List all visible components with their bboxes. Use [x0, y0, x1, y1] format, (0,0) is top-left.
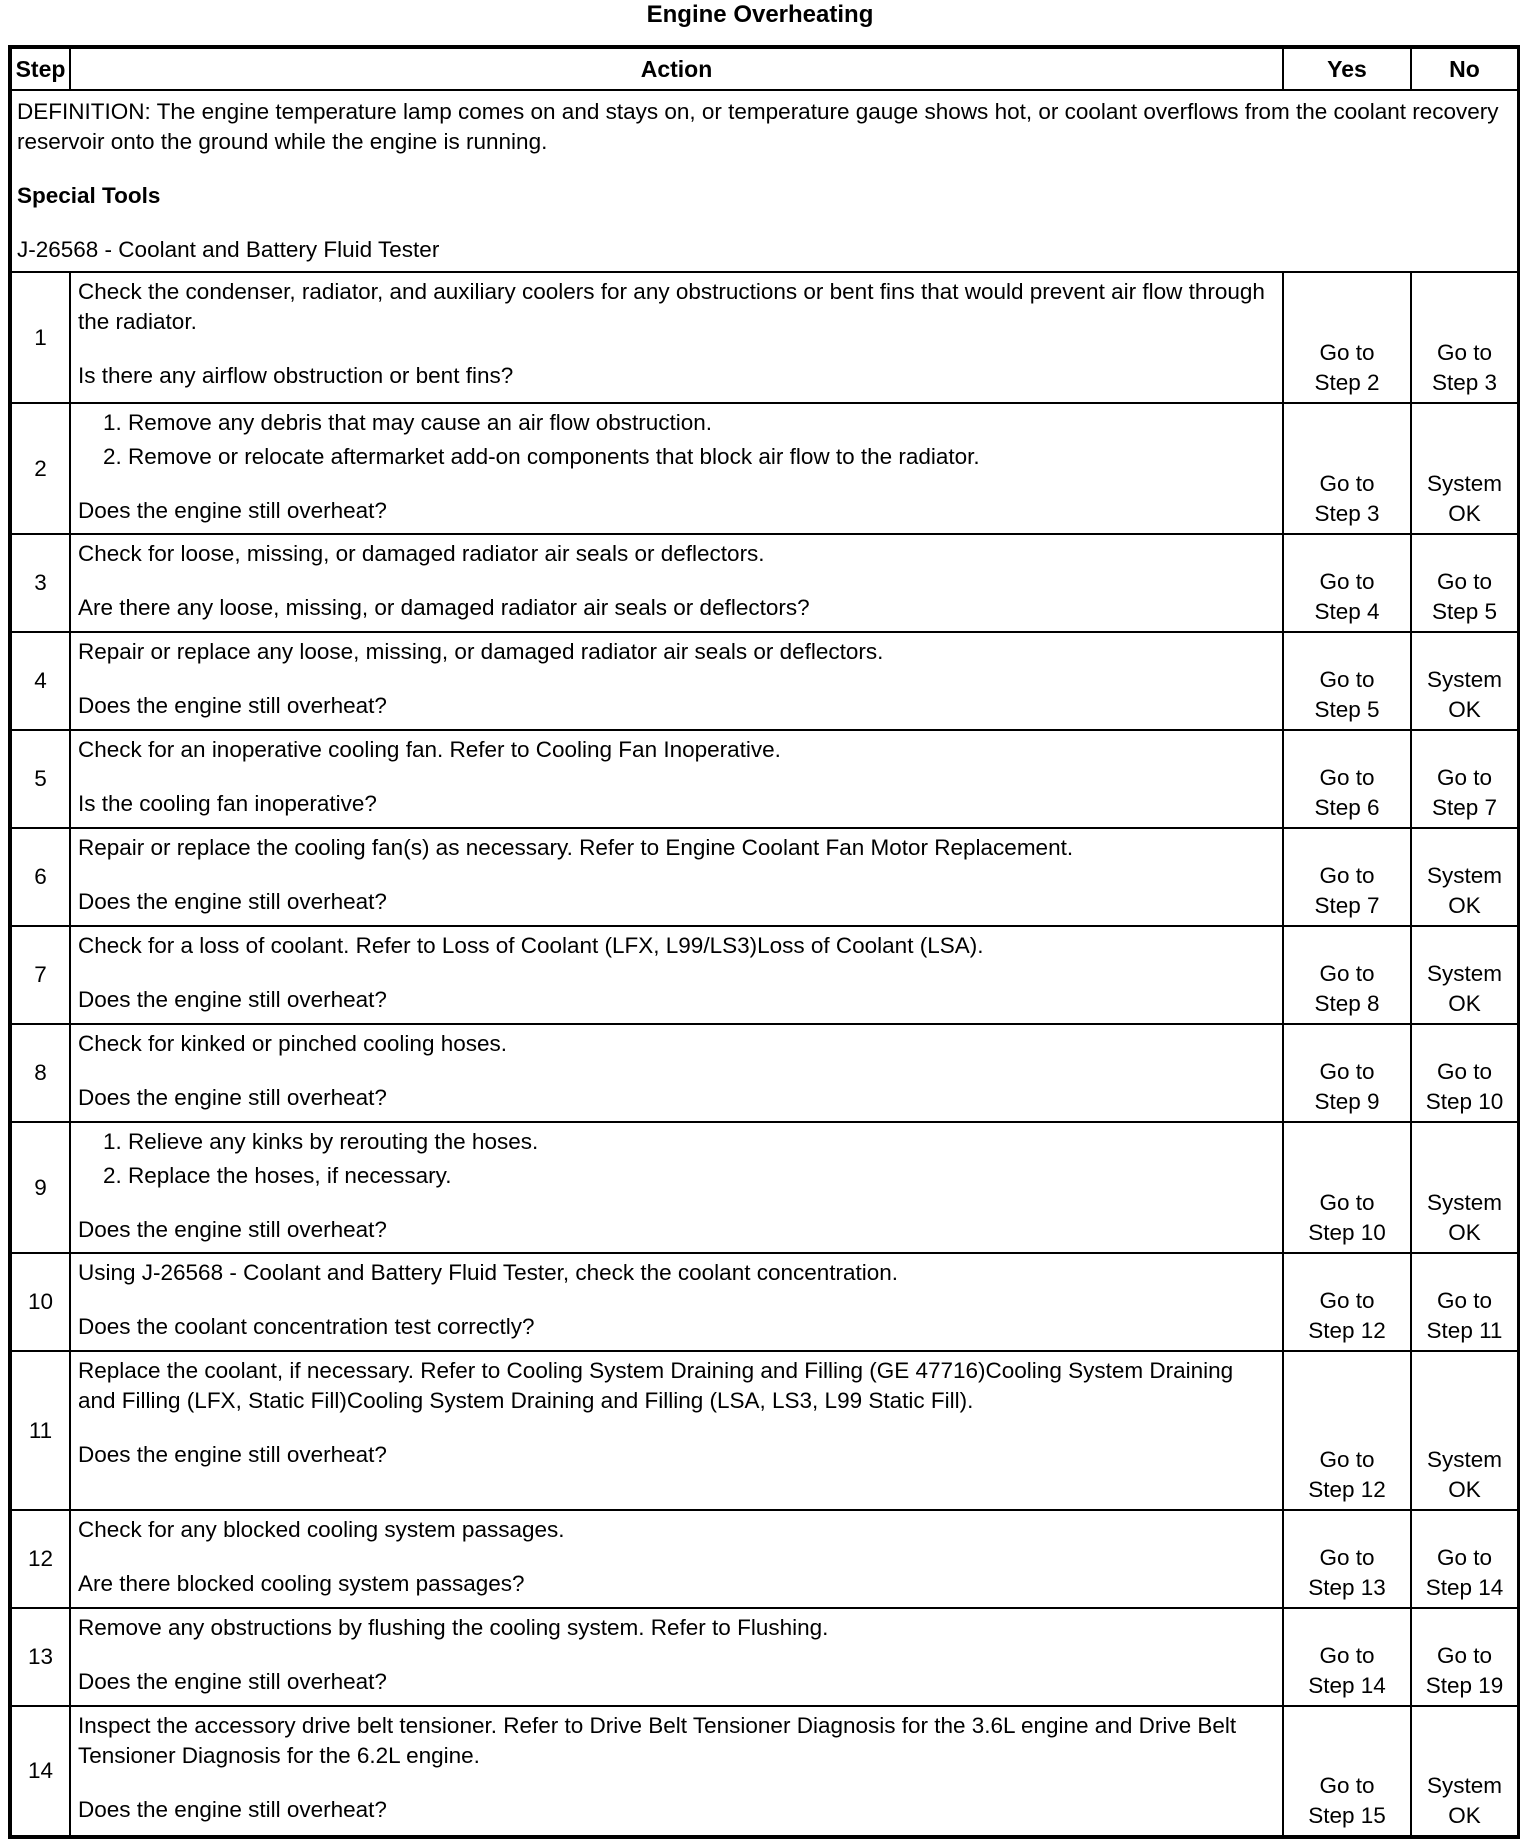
action-question: Is there any airflow obstruction or bent fins?	[78, 363, 514, 388]
no-result-line: System	[1426, 471, 1502, 496]
yes-result	[1283, 1510, 1411, 1608]
step-number: 7	[10, 926, 70, 1024]
no-result	[1411, 1253, 1519, 1351]
action-text: Check for a loss of coolant. Refer to Loss of Coolant (LFX, L99/LS3)Loss of Coolant (LSA).	[78, 933, 984, 958]
action-text: Replace the coolant, if necessary. Refer to Cooling System Draining and Filling (GE 47716)Cooling System Draining and Filling (LFX, Static Fill)Cooling System Draining and Filling (LSA, LS3, L99 Static Fill).	[78, 1358, 1234, 1413]
no-result	[1411, 272, 1519, 403]
table-row	[10, 1024, 1519, 1122]
action-question: Does the engine still overheat?	[78, 1797, 387, 1822]
table-row	[10, 632, 1519, 730]
action-cell	[70, 926, 1283, 1024]
header-yes: Yes	[1283, 47, 1411, 90]
no-result-line: OK	[1448, 1220, 1481, 1245]
action-cell	[70, 1351, 1283, 1510]
action-list	[78, 1127, 1274, 1191]
special-tools-heading: Special Tools	[17, 183, 161, 208]
action-cell	[70, 1122, 1283, 1253]
step-number: 13	[10, 1608, 70, 1706]
no-result-line: Go to	[1436, 1545, 1493, 1570]
step-number: 14	[10, 1706, 70, 1837]
table-row	[10, 1253, 1519, 1351]
no-result-line: OK	[1448, 893, 1481, 918]
table-row	[10, 534, 1519, 632]
yes-result-line: Step 9	[1314, 1089, 1380, 1114]
yes-result	[1283, 632, 1411, 730]
no-result-line: OK	[1448, 697, 1481, 722]
action-question: Is the cooling fan inoperative?	[78, 791, 377, 816]
no-result-line: Go to	[1436, 765, 1493, 790]
no-result-line: Step 3	[1431, 370, 1498, 395]
no-result	[1411, 1122, 1519, 1253]
action-question: Does the engine still overheat?	[78, 889, 387, 914]
yes-result-line: Step 5	[1314, 697, 1380, 722]
no-result	[1411, 1024, 1519, 1122]
step-number: 9	[10, 1122, 70, 1253]
table-header-row	[10, 47, 1519, 90]
yes-result-line: Step 10	[1308, 1220, 1386, 1245]
step-number: 12	[10, 1510, 70, 1608]
action-text: Check the condenser, radiator, and auxiliary coolers for any obstructions or bent fins that would prevent air flow through the radiator.	[78, 279, 1265, 334]
diagnostic-table	[8, 45, 1520, 1839]
yes-result-line: Go to	[1319, 1059, 1375, 1084]
action-list-item: 1. Remove any debris that may cause an air flow obstruction.	[128, 408, 1274, 438]
table-row	[10, 1122, 1519, 1253]
no-result-line: System	[1426, 1190, 1502, 1215]
yes-result-line: Step 3	[1314, 501, 1380, 526]
header-no: No	[1411, 47, 1519, 90]
action-cell	[70, 730, 1283, 828]
no-result	[1411, 926, 1519, 1024]
action-cell	[70, 1024, 1283, 1122]
no-result-line: Go to	[1436, 1288, 1493, 1313]
yes-result-line: Go to	[1319, 863, 1375, 888]
table-row	[10, 1351, 1519, 1510]
yes-result-line: Step 14	[1308, 1673, 1386, 1698]
no-result-line: OK	[1448, 1803, 1481, 1828]
action-cell	[70, 403, 1283, 534]
yes-result-line: Go to	[1319, 1447, 1375, 1472]
yes-result-line: Step 12	[1308, 1318, 1386, 1343]
no-result-line: Go to	[1436, 569, 1493, 594]
table-row	[10, 926, 1519, 1024]
action-text: Using J-26568 - Coolant and Battery Fluid Tester, check the coolant concentration.	[78, 1260, 899, 1285]
action-text: Check for loose, missing, or damaged radiator air seals or deflectors.	[78, 541, 765, 566]
yes-result-line: Go to	[1319, 1773, 1375, 1798]
yes-result-line: Go to	[1319, 1643, 1375, 1668]
table-row	[10, 272, 1519, 403]
step-number: 8	[10, 1024, 70, 1122]
step-number: 4	[10, 632, 70, 730]
action-cell	[70, 1608, 1283, 1706]
yes-result-line: Go to	[1319, 765, 1375, 790]
action-text: Repair or replace the cooling fan(s) as necessary. Refer to Engine Coolant Fan Motor Replacement.	[78, 835, 1074, 860]
yes-result-line: Step 15	[1308, 1803, 1386, 1828]
no-result-line: OK	[1448, 1477, 1481, 1502]
yes-result	[1283, 926, 1411, 1024]
no-result-line: System	[1426, 863, 1502, 888]
step-number: 2	[10, 403, 70, 534]
yes-result-line: Step 7	[1314, 893, 1380, 918]
action-cell	[70, 1510, 1283, 1608]
table-row	[10, 730, 1519, 828]
yes-result	[1283, 730, 1411, 828]
no-result-line: System	[1426, 1447, 1502, 1472]
yes-result	[1283, 403, 1411, 534]
definition-cell	[10, 90, 1519, 272]
yes-result-line: Go to	[1319, 569, 1375, 594]
action-text: Check for kinked or pinched cooling hoses.	[78, 1031, 507, 1056]
no-result	[1411, 1608, 1519, 1706]
yes-result-line: Step 6	[1314, 795, 1380, 820]
yes-result-line: Step 8	[1314, 991, 1380, 1016]
no-result-line: Step 19	[1425, 1673, 1504, 1698]
yes-result-line: Go to	[1319, 471, 1375, 496]
action-cell	[70, 272, 1283, 403]
action-text: Remove any obstructions by flushing the cooling system. Refer to Flushing.	[78, 1615, 829, 1640]
no-result-line: OK	[1448, 991, 1481, 1016]
yes-result-line: Go to	[1319, 961, 1375, 986]
action-text: Check for any blocked cooling system passages.	[78, 1517, 565, 1542]
action-cell	[70, 1253, 1283, 1351]
action-list-item: 1. Relieve any kinks by rerouting the hoses.	[128, 1127, 1274, 1157]
action-cell	[70, 632, 1283, 730]
action-text: Check for an inoperative cooling fan. Refer to Cooling Fan Inoperative.	[78, 737, 781, 762]
action-question: Does the engine still overheat?	[78, 693, 387, 718]
no-result-line: Step 14	[1425, 1575, 1504, 1600]
no-result-line: Go to	[1436, 1059, 1493, 1084]
action-cell	[70, 828, 1283, 926]
action-question: Does the engine still overheat?	[78, 1442, 387, 1467]
no-result-line: System	[1426, 961, 1502, 986]
header-action: Action	[70, 47, 1283, 90]
action-question: Does the engine still overheat?	[78, 987, 387, 1012]
definition-row	[10, 90, 1519, 272]
yes-result-line: Go to	[1319, 340, 1375, 365]
action-list	[78, 408, 1274, 472]
yes-result-line: Step 12	[1308, 1477, 1386, 1502]
yes-result-line: Step 2	[1314, 370, 1380, 395]
action-question: Does the engine still overheat?	[78, 1669, 387, 1694]
definition-text: DEFINITION: The engine temperature lamp comes on and stays on, or temperature gauge shows hot, or coolant overflows from the coolant recovery reservoir onto the ground while the engine is running.	[17, 99, 1499, 154]
header-step: Step	[10, 47, 70, 90]
no-result-line: Step 11	[1426, 1318, 1503, 1343]
no-result-line: System	[1426, 667, 1502, 692]
action-question: Are there blocked cooling system passages?	[78, 1571, 525, 1596]
action-text: Repair or replace any loose, missing, or damaged radiator air seals or deflectors.	[78, 639, 884, 664]
yes-result	[1283, 272, 1411, 403]
yes-result	[1283, 1706, 1411, 1837]
action-text: Inspect the accessory drive belt tensioner. Refer to Drive Belt Tensioner Diagnosis for the 3.6L engine and Drive Belt Tensioner Diagnosis for the 6.2L engine.	[78, 1713, 1237, 1768]
action-list-item: 2. Remove or relocate aftermarket add-on components that block air flow to the radiator.	[128, 442, 1274, 472]
table-row	[10, 1706, 1519, 1837]
step-number: 5	[10, 730, 70, 828]
no-result-line: System	[1426, 1773, 1502, 1798]
yes-result	[1283, 1122, 1411, 1253]
yes-result	[1283, 1024, 1411, 1122]
yes-result	[1283, 1351, 1411, 1510]
action-list-item: 2. Replace the hoses, if necessary.	[128, 1161, 1274, 1191]
action-question: Does the coolant concentration test correctly?	[78, 1314, 535, 1339]
table-row	[10, 828, 1519, 926]
action-question: Does the engine still overheat?	[78, 1217, 387, 1242]
table-row	[10, 1510, 1519, 1608]
no-result	[1411, 1351, 1519, 1510]
no-result	[1411, 632, 1519, 730]
step-number: 3	[10, 534, 70, 632]
no-result	[1411, 828, 1519, 926]
table-row	[10, 1608, 1519, 1706]
action-question: Are there any loose, missing, or damaged radiator air seals or deflectors?	[78, 595, 810, 620]
yes-result-line: Go to	[1319, 1545, 1375, 1570]
yes-result	[1283, 1608, 1411, 1706]
yes-result	[1283, 1253, 1411, 1351]
yes-result-line: Go to	[1319, 667, 1375, 692]
no-result	[1411, 1706, 1519, 1837]
no-result-line: OK	[1448, 501, 1481, 526]
no-result	[1411, 1510, 1519, 1608]
no-result	[1411, 534, 1519, 632]
no-result-line: Go to	[1436, 1643, 1493, 1668]
yes-result-line: Step 13	[1308, 1575, 1386, 1600]
action-cell	[70, 1706, 1283, 1837]
step-number: 10	[10, 1253, 70, 1351]
no-result-line: Step 7	[1431, 795, 1498, 820]
action-question: Does the engine still overheat?	[78, 1085, 387, 1110]
action-cell	[70, 534, 1283, 632]
table-row	[10, 403, 1519, 534]
yes-result-line: Go to	[1319, 1190, 1375, 1215]
yes-result-line: Go to	[1319, 1288, 1375, 1313]
step-number: 11	[10, 1351, 70, 1510]
no-result-line: Go to	[1436, 340, 1493, 365]
no-result	[1411, 403, 1519, 534]
yes-result-line: Step 4	[1314, 599, 1380, 624]
step-number: 1	[10, 272, 70, 403]
no-result-line: Step 10	[1425, 1089, 1504, 1114]
yes-result	[1283, 828, 1411, 926]
special-tool-item: J-26568 - Coolant and Battery Fluid Tester	[17, 237, 440, 262]
no-result	[1411, 730, 1519, 828]
no-result-line: Step 5	[1431, 599, 1498, 624]
yes-result	[1283, 534, 1411, 632]
page-title: Engine Overheating	[646, 1, 874, 28]
step-number: 6	[10, 828, 70, 926]
action-question: Does the engine still overheat?	[78, 498, 387, 523]
